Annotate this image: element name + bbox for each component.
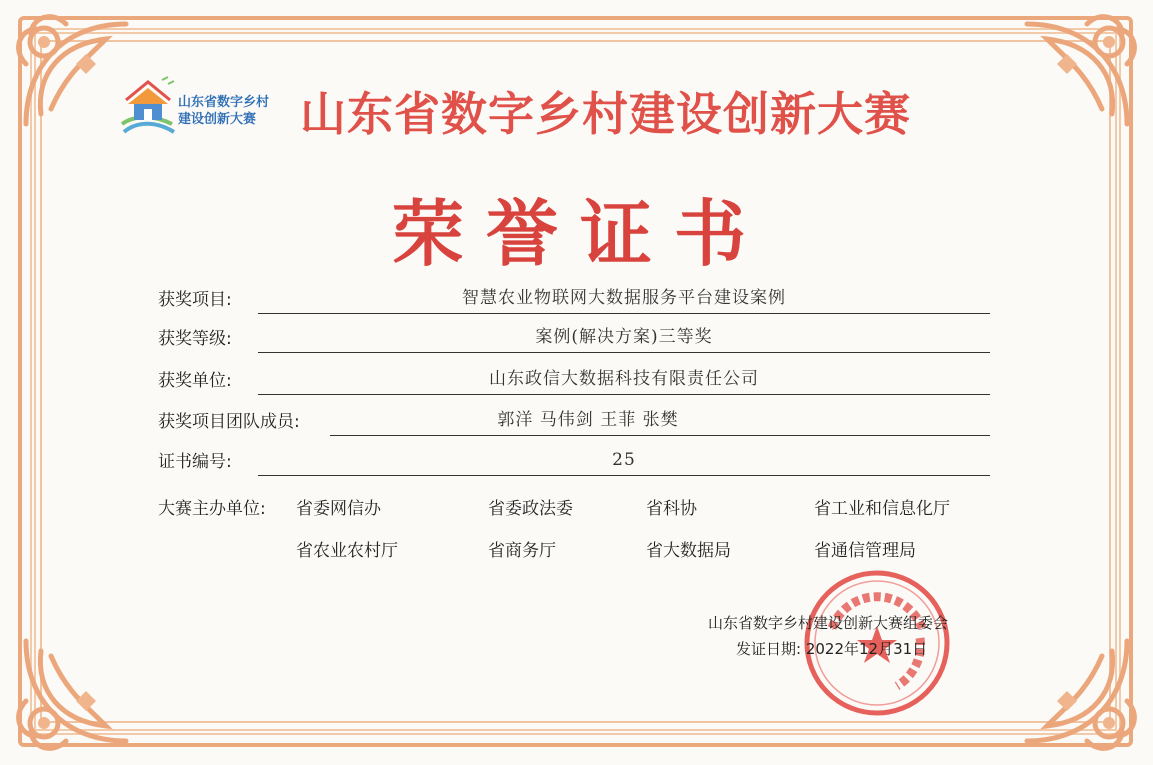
corner-ornament-icon bbox=[997, 4, 1147, 154]
issue-date: 发证日期: 2022年12月31日 bbox=[736, 640, 928, 658]
organizer-item: 省商务厅 bbox=[488, 541, 556, 561]
field-underline bbox=[330, 435, 990, 436]
organizer-item: 省农业农村厅 bbox=[296, 541, 398, 561]
field-level bbox=[158, 323, 990, 353]
field-team bbox=[158, 406, 990, 436]
logo-text-line1: 山东省数字乡村 bbox=[178, 95, 270, 110]
issuer-name: 山东省数字乡村建设创新大赛组委会 bbox=[708, 614, 949, 632]
field-underline bbox=[258, 313, 990, 314]
field-unit bbox=[158, 365, 990, 395]
field-project bbox=[158, 284, 990, 314]
contest-title: 山东省数字乡村建设创新大赛 bbox=[300, 87, 911, 141]
field-project-label: 获奖项目: bbox=[158, 290, 232, 310]
organizer-item: 省大数据局 bbox=[646, 541, 731, 561]
organizer-item: 省通信管理局 bbox=[814, 541, 916, 561]
field-team-value: 郭洋 马伟剑 王菲 张樊 bbox=[497, 410, 679, 430]
field-underline bbox=[258, 394, 990, 395]
certificate-title: 荣誉证书 bbox=[391, 191, 768, 276]
corner-ornament-icon bbox=[6, 611, 156, 761]
field-cert-no-value: 25 bbox=[612, 450, 636, 470]
field-underline bbox=[258, 475, 990, 476]
field-team-label: 获奖项目团队成员: bbox=[158, 412, 300, 432]
field-level-label: 获奖等级: bbox=[158, 329, 232, 349]
field-project-value: 智慧农业物联网大数据服务平台建设案例 bbox=[462, 288, 786, 308]
organizer-item: 省委政法委 bbox=[488, 499, 573, 519]
field-underline bbox=[258, 352, 990, 353]
field-cert-no bbox=[158, 446, 990, 476]
field-level-value: 案例(解决方案)三等奖 bbox=[535, 327, 713, 347]
organizer-item: 省工业和信息化厅 bbox=[814, 499, 950, 519]
field-unit-value: 山东政信大数据科技有限责任公司 bbox=[489, 369, 759, 389]
organizers-label: 大赛主办单位: bbox=[158, 499, 266, 519]
field-unit-label: 获奖单位: bbox=[158, 371, 232, 391]
logo-text-line2: 建设创新大赛 bbox=[178, 112, 257, 127]
field-cert-no-label: 证书编号: bbox=[158, 452, 232, 472]
logo-text bbox=[178, 94, 288, 128]
corner-ornament-icon bbox=[997, 611, 1147, 761]
organizer-item: 省科协 bbox=[646, 499, 697, 519]
organizer-item: 省委网信办 bbox=[296, 499, 381, 519]
